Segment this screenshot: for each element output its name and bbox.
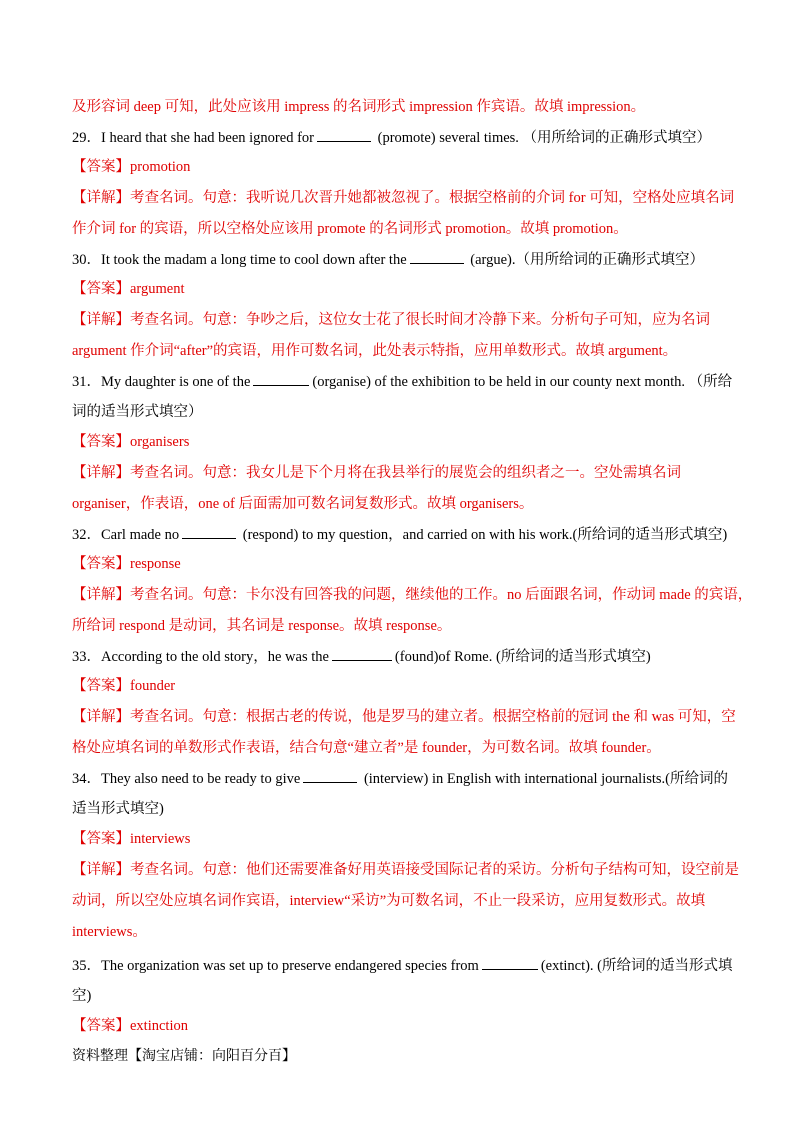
explanation-continuation: 及形容词 deep 可知，此处应该用 impress 的名词形式 impression 作宾语。故填 impression。 bbox=[72, 99, 646, 115]
question-text: 34．They also need to be ready to give bbox=[72, 771, 301, 787]
answer-31 bbox=[72, 432, 730, 452]
answer-value: extinction bbox=[130, 1018, 188, 1034]
question-text: 31．My daughter is one of the bbox=[72, 374, 251, 390]
answer-value: founder bbox=[130, 678, 176, 694]
question-33 bbox=[72, 646, 730, 667]
question-30 bbox=[72, 249, 730, 270]
detail-33-line-2: 格处应填名词的单数形式作表语，结合句意“建立者”是 founder，为可数名词。故填 founder。 bbox=[72, 740, 661, 756]
page-footer: 资料整理【淘宝店铺：向阳百分百】 bbox=[72, 1049, 296, 1064]
question-text: 33．According to the old story，he was the bbox=[72, 649, 329, 665]
detail-29-line-1: 【详解】考查名词。句意：我听说几次晋升她都被忽视了。根据空格前的介词 for 可知，空格处应填名词 bbox=[72, 190, 735, 206]
answer-tag: 【答案】 bbox=[72, 434, 130, 450]
answer-blank bbox=[182, 524, 236, 539]
question-35-continued: 空) bbox=[72, 988, 92, 1004]
detail-31-line-1: 【详解】考查名词。句意：我女儿是下个月将在我县举行的展览会的组织者之一。空处需填名词 bbox=[72, 465, 681, 481]
detail-34-line-1: 【详解】考查名词。句意：他们还需要准备好用英语接受国际记者的采访。分析句子结构可知，设空前是 bbox=[72, 862, 739, 878]
detail-30-line-2: argument 作介词“after”的宾语，用作可数名词，此处表示特指，应用单数形式。故填 argument。 bbox=[72, 343, 678, 359]
answer-blank bbox=[317, 127, 371, 142]
question-34-continued: 适当形式填空) bbox=[72, 801, 164, 817]
question-31-continued: 词的适当形式填空） bbox=[72, 404, 203, 420]
answer-30 bbox=[72, 279, 730, 299]
answer-32 bbox=[72, 554, 730, 574]
question-31 bbox=[72, 371, 733, 392]
detail-34-line-3: interviews。 bbox=[72, 924, 147, 940]
answer-tag: 【答案】 bbox=[72, 678, 130, 694]
answer-blank bbox=[303, 768, 357, 783]
question-text: (extinct). (所给词的适当形式填 bbox=[540, 958, 733, 974]
answer-value: promotion bbox=[130, 159, 191, 175]
answer-35 bbox=[72, 1016, 730, 1036]
question-text: 30．It took the madam a long time to cool down after the bbox=[72, 252, 407, 268]
question-text: (found)of Rome. (所给词的适当形式填空) bbox=[394, 649, 651, 665]
answer-tag: 【答案】 bbox=[72, 159, 130, 175]
answer-blank bbox=[332, 646, 392, 661]
question-text: (respond) to my question，and carried on with his work.(所给词的适当形式填空) bbox=[239, 527, 728, 543]
answer-34 bbox=[72, 829, 730, 849]
detail-33-line-1: 【详解】考查名词。句意：根据古老的传说，他是罗马的建立者。根据空格前的冠词 the 和 was 可知，空 bbox=[72, 709, 736, 725]
answer-blank bbox=[253, 371, 309, 386]
question-text: 29．I heard that she had been ignored for bbox=[72, 130, 314, 146]
question-34 bbox=[72, 768, 730, 789]
answer-blank bbox=[410, 249, 464, 264]
detail-32-line-1: 【详解】考查名词。句意：卡尔没有回答我的问题，继续他的工作。no 后面跟名词，作动词 made 的宾语， bbox=[72, 587, 753, 603]
detail-34-line-2: 动词，所以空处应填名词作宾语，interview“采访”为可数名词，不止一段采访，应用复数形式。故填 bbox=[72, 893, 706, 909]
answer-blank bbox=[482, 955, 538, 970]
detail-32-line-2: 所给词 respond 是动词，其名词是 response。故填 response。 bbox=[72, 618, 452, 634]
answer-value: interviews bbox=[130, 831, 191, 847]
question-32 bbox=[72, 524, 730, 545]
question-text: (argue).（用所给词的正确形式填空） bbox=[466, 252, 704, 268]
question-text: (promote) several times. （用所给词的正确形式填空） bbox=[373, 130, 712, 146]
answer-value: argument bbox=[130, 281, 185, 297]
question-text: (interview) in English with international journalists.(所给词的 bbox=[360, 771, 728, 787]
question-35 bbox=[72, 955, 733, 976]
answer-33 bbox=[72, 676, 730, 696]
question-text: 32．Carl made no bbox=[72, 527, 180, 543]
answer-tag: 【答案】 bbox=[72, 281, 130, 297]
detail-29-line-2: 作介词 for 的宾语，所以空格处应该用 promote 的名词形式 promotion。故填 promotion。 bbox=[72, 221, 628, 237]
answer-29 bbox=[72, 157, 730, 177]
question-29 bbox=[72, 127, 730, 148]
answer-value: organisers bbox=[130, 434, 190, 450]
detail-31-line-2: organiser，作表语，one of 后面需加可数名词复数形式。故填 organisers。 bbox=[72, 496, 534, 512]
answer-tag: 【答案】 bbox=[72, 831, 130, 847]
answer-tag: 【答案】 bbox=[72, 1018, 130, 1034]
detail-30-line-1: 【详解】考查名词。句意：争吵之后，这位女士花了很长时间才冷静下来。分析句子可知，应为名词 bbox=[72, 312, 710, 328]
answer-value: response bbox=[130, 556, 181, 572]
answer-tag: 【答案】 bbox=[72, 556, 130, 572]
question-text: 35．The organization was set up to preserve endangered species from bbox=[72, 958, 479, 974]
question-text: (organise) of the exhibition to be held in our county next month. （所给 bbox=[312, 374, 733, 390]
